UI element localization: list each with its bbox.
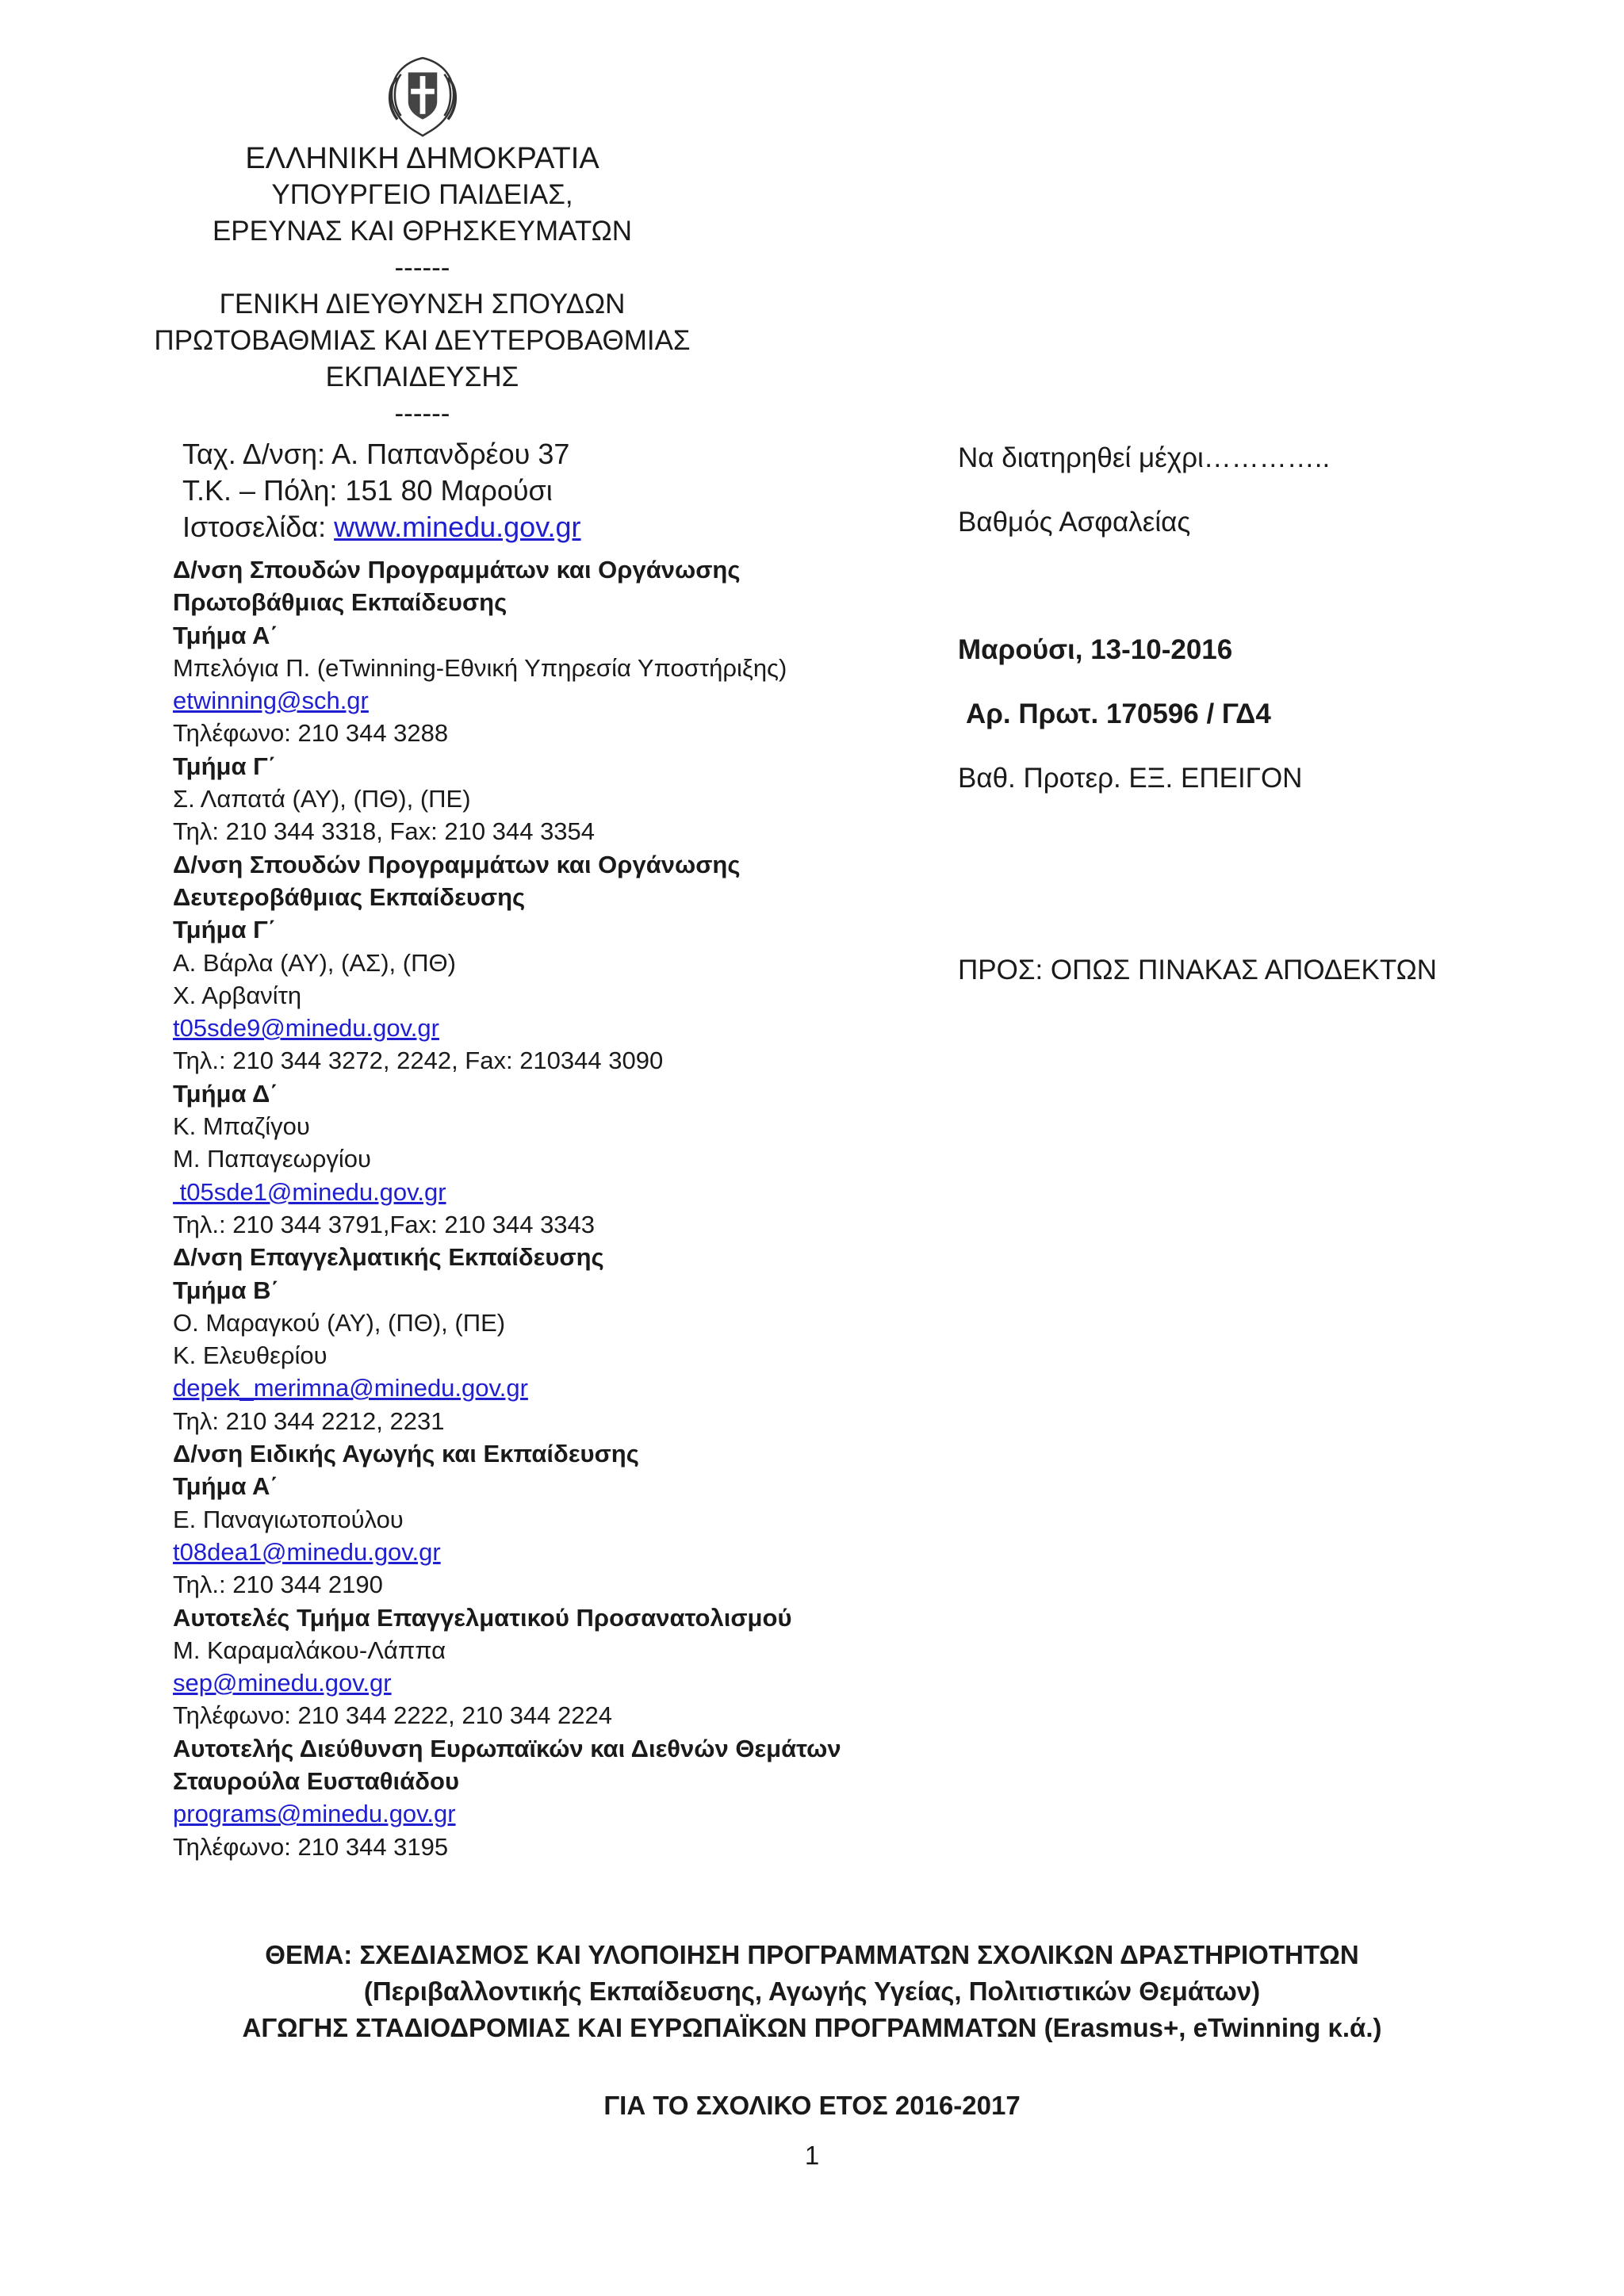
contact-heading: Τμήμα Δ΄ bbox=[173, 1079, 278, 1108]
contact-line: Ε. Παναγιωτοπούλου bbox=[173, 1505, 404, 1533]
contact-line: Μ. Καραμαλάκου-Λάππα bbox=[173, 1636, 446, 1664]
header-line: ΕΚΠΑΙΔΕΥΣΗΣ bbox=[325, 362, 519, 392]
subject-line-1: ΘΕΜΑ: ΣΧΕΔΙΑΣΜΟΣ ΚΑΙ ΥΛΟΠΟΙΗΣΗ ΠΡΟΓΡΑΜΜΑΤΩΝ ΣΧΟΛΙΚΩΝ ΔΡΑΣΤΗΡΙΟΤΗΤΩΝ bbox=[265, 1940, 1359, 1969]
contact-line: Τηλ.: 210 344 3791,Fax: 210 344 3343 bbox=[173, 1210, 596, 1238]
contact-heading: Τμήμα Α΄ bbox=[173, 621, 278, 649]
email-link-text[interactable]: etwinning@sch.gr bbox=[173, 687, 369, 715]
contact-line: Χ. Αρβανίτη bbox=[173, 981, 302, 1009]
contact-line: Μπελόγια Π. (eTwinning-Εθνική Υπηρεσία Υποστήριξης) bbox=[173, 653, 787, 682]
email-link-text[interactable]: t05sde9@minedu.gov.gr bbox=[173, 1014, 439, 1043]
contact-email-link[interactable] bbox=[173, 1372, 966, 1404]
contact-heading: Δ/νση Ειδικής Αγωγής και Εκπαίδευσης bbox=[173, 1440, 639, 1468]
contact-email-link[interactable] bbox=[173, 1667, 966, 1699]
contact-line: Τηλέφωνο: 210 344 2222, 210 344 2224 bbox=[173, 1701, 612, 1730]
website-label: Ιστοσελίδα: bbox=[182, 511, 335, 543]
email-link-text[interactable]: depek_merimna@minedu.gov.gr bbox=[173, 1374, 528, 1402]
contact-line: Τηλέφωνο: 210 344 3195 bbox=[173, 1832, 449, 1861]
contact-heading: Σταυρούλα Ευσταθιάδου bbox=[173, 1766, 459, 1795]
contact-line: Τηλ.: 210 344 2190 bbox=[173, 1571, 383, 1599]
subject-line-2: (Περιβαλλοντικής Εκπαίδευσης, Αγωγής Υγείας, Πολιτιστικών Θεμάτων) bbox=[363, 1976, 1261, 2006]
header-line: ΕΡΕΥΝΑΣ ΚΑΙ ΘΡΗΣΚΕΥΜΑΤΩΝ bbox=[212, 216, 633, 247]
header-line: ΠΡΩΤΟΒΑΘΜΙΑΣ ΚΑΙ ΔΕΥΤΕΡΟΒΑΘΜΙΑΣ bbox=[154, 325, 691, 356]
address-website-row bbox=[182, 509, 581, 545]
contacts-list bbox=[173, 553, 966, 1863]
contact-line: Ο. Μαραγκού (ΑΥ), (ΠΘ), (ΠΕ) bbox=[173, 1308, 506, 1337]
header-line: ------ bbox=[394, 252, 450, 283]
contact-heading: Αυτοτελές Τμήμα Επαγγελματικού Προσανατολισμού bbox=[173, 1603, 792, 1632]
contact-line: Τηλέφωνο: 210 344 3288 bbox=[173, 719, 449, 748]
subject-line-3: ΑΓΩΓΗΣ ΣΤΑΔΙΟΔΡΟΜΙΑΣ ΚΑΙ ΕΥΡΩΠΑΪΚΩΝ ΠΡΟΓΡΑΜΜΑΤΩΝ (Erasmus+, eTwinning κ.ά.) bbox=[242, 2013, 1382, 2042]
contact-heading: Δ/νση Επαγγελματικής Εκπαίδευσης bbox=[173, 1243, 604, 1272]
recipients: ΠΡΟΣ: ΟΠΩΣ ΠΙΝΑΚΑΣ ΑΠΟΔΕΚΤΩΝ bbox=[958, 955, 1438, 985]
contact-heading: Τμήμα Γ΄ bbox=[173, 916, 277, 944]
contact-line: Κ. Μπαζίγου bbox=[173, 1112, 310, 1141]
contact-heading: Δευτεροβάθμιας Εκπαίδευσης bbox=[173, 882, 526, 911]
subject-line-4: ΓΙΑ ΤΟ ΣΧΟΛΙΚΟ ΕΤΟΣ 2016-2017 bbox=[603, 2091, 1021, 2120]
keep-until: Να διατηρηθεί μέχρι………….. bbox=[958, 442, 1331, 473]
header-line: ΥΠΟΥΡΓΕΙΟ ΠΑΙΔΕΙΑΣ, bbox=[271, 179, 573, 210]
email-link-text[interactable]: t05sde1@minedu.gov.gr bbox=[173, 1177, 446, 1206]
contact-line: Μ. Παπαγεωργίου bbox=[173, 1145, 371, 1173]
contact-heading: Δ/νση Σπουδών Προγραμμάτων και Οργάνωσης bbox=[173, 556, 741, 584]
contact-email-link[interactable] bbox=[173, 1536, 966, 1568]
page-number: 1 bbox=[804, 2141, 820, 2170]
address-street: Ταχ. Δ/νση: Α. Παπανδρέου 37 bbox=[182, 438, 570, 470]
contact-line: Τηλ: 210 344 2212, 2231 bbox=[173, 1406, 445, 1435]
contact-heading: Τμήμα Β΄ bbox=[173, 1276, 279, 1304]
contact-heading: Πρωτοβάθμιας Εκπαίδευσης bbox=[173, 588, 508, 617]
website-link[interactable]: www.minedu.gov.gr bbox=[334, 511, 581, 543]
place-date: Μαρούσι, 13-10-2016 bbox=[958, 634, 1233, 665]
email-link-text[interactable]: programs@minedu.gov.gr bbox=[173, 1800, 456, 1828]
address-block bbox=[182, 436, 581, 545]
header-block bbox=[127, 140, 718, 432]
contact-line: Κ. Ελευθερίου bbox=[173, 1341, 327, 1370]
contact-email-link[interactable] bbox=[173, 1797, 966, 1830]
contact-line: Τηλ: 210 344 3318, Fax: 210 344 3354 bbox=[173, 817, 596, 846]
header-line: ΕΛΛΗΝΙΚΗ ΔΗΜΟΚΡΑΤΙΑ bbox=[245, 142, 599, 175]
priority: Βαθ. Προτερ. ΕΞ. ΕΠΕΙΓΟΝ bbox=[958, 763, 1303, 794]
security-level: Βαθμός Ασφαλείας bbox=[958, 507, 1191, 538]
contact-line: Σ. Λαπατά (ΑΥ), (ΠΘ), (ΠΕ) bbox=[173, 785, 471, 813]
contact-line: Α. Βάρλα (ΑΥ), (ΑΣ), (ΠΘ) bbox=[173, 948, 456, 977]
contact-heading: Τμήμα Γ΄ bbox=[173, 752, 277, 780]
header-line: ------ bbox=[394, 398, 450, 429]
contact-line: Τηλ.: 210 344 3272, 2242, Fax: 210344 3090 bbox=[173, 1047, 664, 1075]
greek-emblem-icon bbox=[377, 51, 468, 141]
email-link-text[interactable]: t08dea1@minedu.gov.gr bbox=[173, 1537, 441, 1566]
contact-email-link[interactable] bbox=[173, 684, 966, 717]
protocol-number: Αρ. Πρωτ. 170596 / ΓΔ4 bbox=[966, 698, 1271, 729]
email-link-text[interactable]: sep@minedu.gov.gr bbox=[173, 1669, 392, 1697]
contact-email-link[interactable] bbox=[173, 1176, 966, 1208]
contact-heading: Αυτοτελής Διεύθυνση Ευρωπαϊκών και Διεθνών Θεμάτων bbox=[173, 1734, 841, 1762]
contact-heading: Τμήμα Α΄ bbox=[173, 1472, 278, 1501]
header-line: ΓΕΝΙΚΗ ΔΙΕΥΘΥΝΣΗ ΣΠΟΥΔΩΝ bbox=[219, 289, 626, 320]
contact-email-link[interactable] bbox=[173, 1012, 966, 1044]
address-city: Τ.Κ. – Πόλη: 151 80 Μαρούσι bbox=[182, 474, 553, 507]
contact-heading: Δ/νση Σπουδών Προγραμμάτων και Οργάνωσης bbox=[173, 850, 741, 878]
